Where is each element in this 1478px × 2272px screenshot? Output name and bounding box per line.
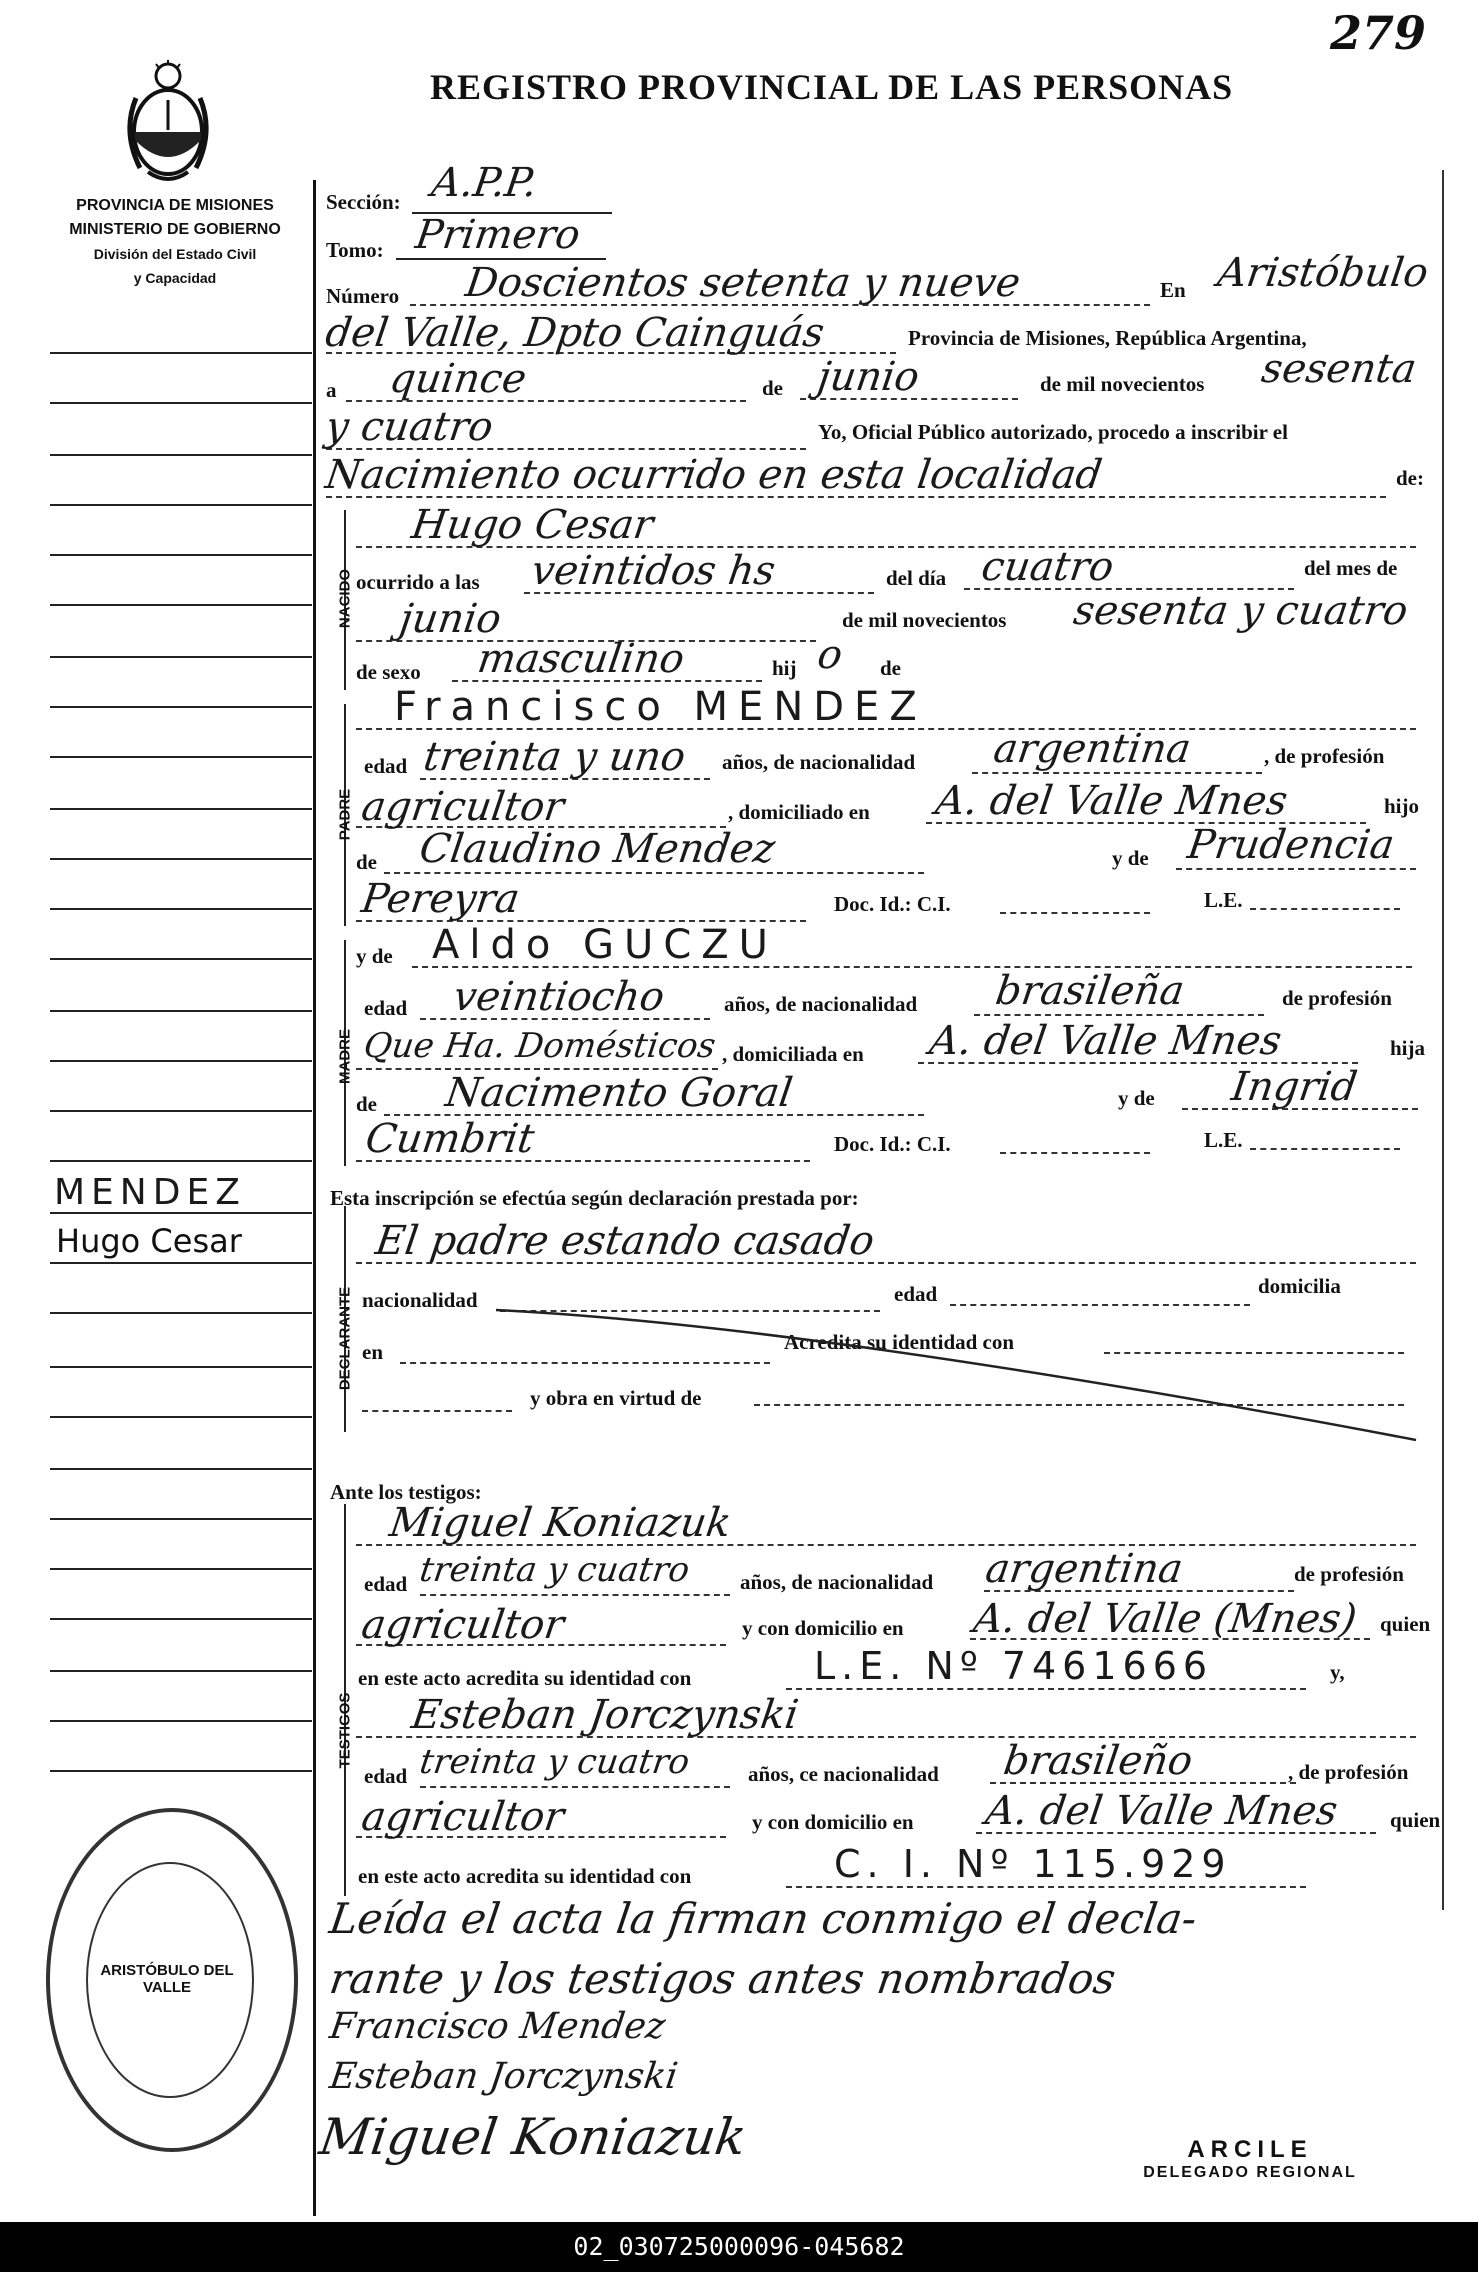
value-hij: o	[814, 632, 846, 678]
label-yo: Yo, Oficial Público autorizado, procedo a inscribir el	[818, 420, 1288, 444]
value-madre-y-de2: Cumbrit	[362, 1116, 538, 1162]
label-de: de	[762, 376, 783, 400]
value-sexo: masculino	[474, 636, 688, 682]
value-padre-nac: argentina	[990, 726, 1194, 772]
label-domicilia: domicilia	[1258, 1274, 1341, 1298]
label-a: a	[326, 378, 337, 402]
value-seccion: A.P.P.	[428, 160, 540, 206]
value-dia: quince	[386, 356, 530, 402]
label-hija: hija	[1390, 1036, 1426, 1060]
value-nombre: Hugo Cesar	[408, 502, 657, 548]
coat-of-arms-icon	[118, 60, 218, 190]
label-dom-t2: y con domicilio en	[752, 1810, 914, 1834]
label-obra: y obra en virtud de	[530, 1386, 702, 1410]
section-nacido-label: NACIDO	[336, 568, 354, 629]
value-t2-nac: brasileño	[1000, 1738, 1196, 1784]
label-del-dia: del día	[886, 566, 947, 590]
value-testigo2: Esteban Jorczynski	[408, 1692, 802, 1738]
value-anio: sesenta	[1258, 346, 1420, 392]
form-right-border	[1442, 170, 1444, 1910]
sidebar-line-2: MINISTERIO DE GOBIERNO	[69, 221, 281, 238]
sidebar-header	[40, 194, 310, 290]
section-declarante-label: DECLARANTE	[336, 1286, 354, 1391]
value-mes: junio	[814, 354, 923, 400]
label-prof-t2: , de profesión	[1288, 1760, 1409, 1784]
label-nacionalidad: nacionalidad	[362, 1288, 478, 1312]
label-le2: L.E.	[1204, 1128, 1243, 1152]
label-ocurrido: ocurrido a las	[356, 570, 480, 594]
value-padre-y-de: Prudencia	[1184, 822, 1398, 868]
label-prof-t1: de profesión	[1294, 1562, 1404, 1586]
value-t1-nac: argentina	[982, 1546, 1186, 1592]
stamp-line-2: DELEGADO REGIONAL	[1143, 2164, 1357, 2181]
signature-testigo1: Miguel Koniazuk	[315, 2108, 750, 2166]
value-padre: Francisco MENDEZ	[394, 684, 927, 730]
value-padre-prof: agricultor	[358, 784, 567, 830]
document-id-footer: 02_030725000096-045682	[0, 2222, 1478, 2272]
label-esta-inscripcion: Esta inscripción se efectúa según declaración prestada por:	[330, 1186, 859, 1210]
value-t1-dom: A. del Valle (Mnes)	[970, 1596, 1360, 1642]
closing-line-1: Leída el acta la firman conmigo el decla-	[326, 1894, 1200, 1943]
label-en-este-t2: en este acto acredita su identidad con	[358, 1864, 692, 1888]
label-edad-madre: edad	[364, 996, 408, 1020]
value-t2-edad: treinta y cuatro	[417, 1742, 692, 1782]
label-de-colon: de:	[1396, 466, 1424, 490]
value-madre: Aldo GUCZU	[432, 922, 778, 968]
value-madre-nac: brasileña	[992, 968, 1188, 1014]
label-de4: de	[356, 1092, 377, 1116]
label-hijo: hijo	[1384, 794, 1420, 818]
value-numero: Doscientos setenta y nueve	[462, 260, 1024, 306]
label-en: En	[1160, 278, 1186, 302]
value-hora: veintidos hs	[528, 548, 779, 594]
label-prof-padre: , de profesión	[1264, 744, 1385, 768]
form-left-border	[313, 180, 316, 2216]
label-quien-t2: quien	[1390, 1808, 1441, 1832]
signature-testigo2: Esteban Jorczynski	[327, 2056, 681, 2097]
value-padre-y-de2: Pereyra	[358, 876, 523, 922]
label-de-mil: de mil novecientos	[1040, 372, 1205, 396]
value-dia-nac: cuatro	[978, 544, 1117, 590]
label-seccion: Sección:	[326, 190, 401, 214]
stamp-line-1: ARCILE	[1187, 2136, 1313, 2163]
label-de-sexo: de sexo	[356, 660, 421, 684]
label-ante: Ante los testigos:	[330, 1480, 482, 1504]
label-numero: Número	[326, 284, 400, 308]
value-madre-de: Nacimento Goral	[442, 1070, 796, 1116]
section-madre-label: MADRE	[336, 1029, 354, 1084]
label-y-de2: y de	[356, 944, 393, 968]
label-domiciliado: , domiciliado en	[728, 800, 870, 824]
label-del-mes: del mes de	[1304, 556, 1398, 580]
label-nac-padre: años, de nacionalidad	[722, 750, 916, 774]
label-nac-madre: años, de nacionalidad	[724, 992, 918, 1016]
label-de-mil2: de mil novecientos	[842, 608, 1007, 632]
label-nac-t2: años, ce nacionalidad	[748, 1762, 939, 1786]
sidebar-line-3: División del Estado Civil	[93, 246, 257, 262]
label-en-este-t1: en este acto acredita su identidad con	[358, 1666, 692, 1690]
label-en2: en	[362, 1340, 383, 1364]
label-hij: hij	[772, 656, 797, 680]
label-dom-t1: y con domicilio en	[742, 1616, 904, 1640]
closing-line-2: rante y los testigos antes nombrados	[326, 1954, 1119, 2003]
value-en: Aristóbulo	[1214, 250, 1431, 296]
value-madre-dom: A. del Valle Mnes	[926, 1018, 1285, 1064]
value-t2-dom: A. del Valle Mnes	[982, 1788, 1341, 1834]
label-quien-t1: quien	[1380, 1612, 1431, 1636]
value-t1-prof: agricultor	[358, 1602, 567, 1648]
label-y-de: y de	[1112, 846, 1149, 870]
value-acto: Nacimiento ocurrido en esta localidad	[322, 452, 1105, 498]
seal-text: ARISTÓBULO DEL VALLE	[100, 1962, 234, 1996]
sidebar-line-4: y Capacidad	[133, 270, 217, 286]
label-acredita: Acredita su identidad con	[784, 1330, 1015, 1354]
value-padre-dom: A. del Valle Mnes	[932, 778, 1291, 824]
margin-surname: MENDEZ	[54, 1172, 246, 1213]
label-doc: Doc. Id.: C.I.	[834, 892, 951, 916]
declarante-strike	[496, 1300, 1426, 1450]
label-edad-t2: edad	[364, 1764, 408, 1788]
value-madre-edad: veintiocho	[450, 974, 668, 1020]
label-y-de3: y de	[1118, 1086, 1155, 1110]
signature-padre: Francisco Mendez	[327, 2006, 668, 2047]
official-stamp	[1070, 2136, 1430, 2182]
value-madre-prof: Que Ha. Domésticos	[361, 1026, 719, 1066]
value-t2-doc: C. I. Nº 115.929	[834, 1842, 1232, 1886]
value-t1-edad: treinta y cuatro	[417, 1550, 692, 1590]
label-doc2: Doc. Id.: C.I.	[834, 1132, 951, 1156]
label-provincia: Provincia de Misiones, República Argentina,	[908, 326, 1307, 350]
margin-names: Hugo Cesar	[56, 1222, 242, 1260]
value-madre-y-de: Ingrid	[1228, 1064, 1360, 1110]
value-t1-doc: L.E. Nº 7461666	[814, 1644, 1214, 1688]
label-de2: de	[880, 656, 901, 680]
value-tomo: Primero	[412, 212, 583, 258]
label-prof-madre: de profesión	[1282, 986, 1392, 1010]
value-lugar: del Valle, Dpto Cainguás	[322, 310, 828, 356]
label-le: L.E.	[1204, 888, 1243, 912]
value-mes-nac: junio	[396, 596, 505, 642]
page-number: 279	[1330, 6, 1427, 60]
label-edad-padre: edad	[364, 754, 408, 778]
value-declarante: El padre estando casado	[372, 1218, 878, 1264]
value-t2-prof: agricultor	[358, 1794, 567, 1840]
value-anio-nac: sesenta y cuatro	[1070, 588, 1411, 634]
label-nac-t1: años, de nacionalidad	[740, 1570, 934, 1594]
value-padre-de: Claudino Mendez	[416, 826, 778, 872]
value-anio2: y cuatro	[322, 404, 496, 450]
document-title: REGISTRO PROVINCIAL DE LAS PERSONAS	[430, 67, 1234, 107]
label-tomo: Tomo:	[326, 238, 384, 262]
value-testigo1: Miguel Koniazuk	[386, 1500, 734, 1546]
section-padre-label: PADRE	[336, 788, 354, 841]
label-edad-decl: edad	[894, 1282, 938, 1306]
label-edad-t1: edad	[364, 1572, 408, 1596]
value-padre-edad: treinta y uno	[420, 734, 689, 780]
label-de3: de	[356, 850, 377, 874]
sidebar-line-1: PROVINCIA DE MISIONES	[76, 197, 274, 214]
label-y-comma: y,	[1330, 1660, 1345, 1684]
section-testigos-label: TESTIGOS	[336, 1692, 354, 1769]
label-domiciliada: , domiciliada en	[722, 1042, 864, 1066]
